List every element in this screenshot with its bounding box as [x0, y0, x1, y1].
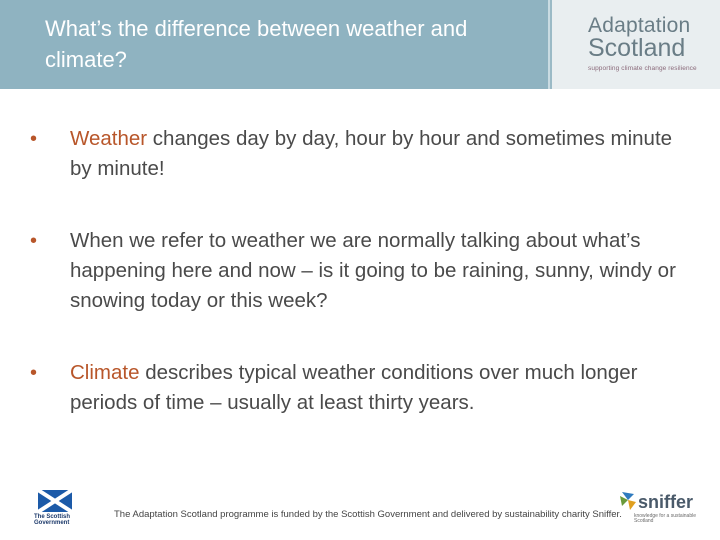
sniffer-tagline: knowledge for a sustainable Scotland — [634, 513, 696, 524]
adaptation-scotland-logo — [552, 0, 720, 89]
logo-text-line1: Adaptation — [588, 14, 691, 37]
funding-notice: The Adaptation Scotland programme is funded by the Scottish Government and delivered by sustainability charity Sniffer. — [114, 509, 622, 520]
sniffer-wordmark: sniffer — [638, 492, 694, 512]
bullet-text: describes typical weather conditions over much longer periods of time – usually at least thirty years. — [70, 361, 638, 414]
bullet-weather — [30, 124, 690, 184]
bullet-text: changes day by day, hour by hour and sometimes minute by minute! — [70, 127, 673, 180]
bullet-text: When we refer to weather we are normally talking about what’s happening here and now – is it going to be raining, sunny, windy or snowing today or this week? — [70, 229, 676, 312]
title-panel — [0, 0, 550, 89]
sniffer-mark-icon — [620, 492, 636, 510]
sniffer-logo — [620, 490, 700, 526]
gov-line1: The Scottish — [34, 514, 71, 520]
bullet-list — [30, 124, 690, 460]
bullet-dot: • — [30, 362, 38, 384]
bullet-dot: • — [30, 128, 38, 150]
bullet-climate — [30, 358, 690, 418]
header-bar — [0, 0, 720, 89]
logo-text-line2: Scotland — [588, 34, 686, 62]
bullet-weather-detail — [30, 226, 690, 316]
bullet-dot: • — [30, 230, 38, 252]
logo-tagline: supporting climate change resilience — [588, 65, 697, 72]
saltire-flag-icon — [38, 490, 72, 512]
highlight-term: Weather — [70, 127, 148, 150]
scottish-government-logo — [34, 490, 78, 530]
highlight-term: Climate — [70, 361, 140, 384]
gov-line2: Government — [34, 520, 70, 526]
gov-wordmark — [34, 514, 70, 526]
slide-title: What’s the difference between weather and climate? — [45, 16, 468, 72]
